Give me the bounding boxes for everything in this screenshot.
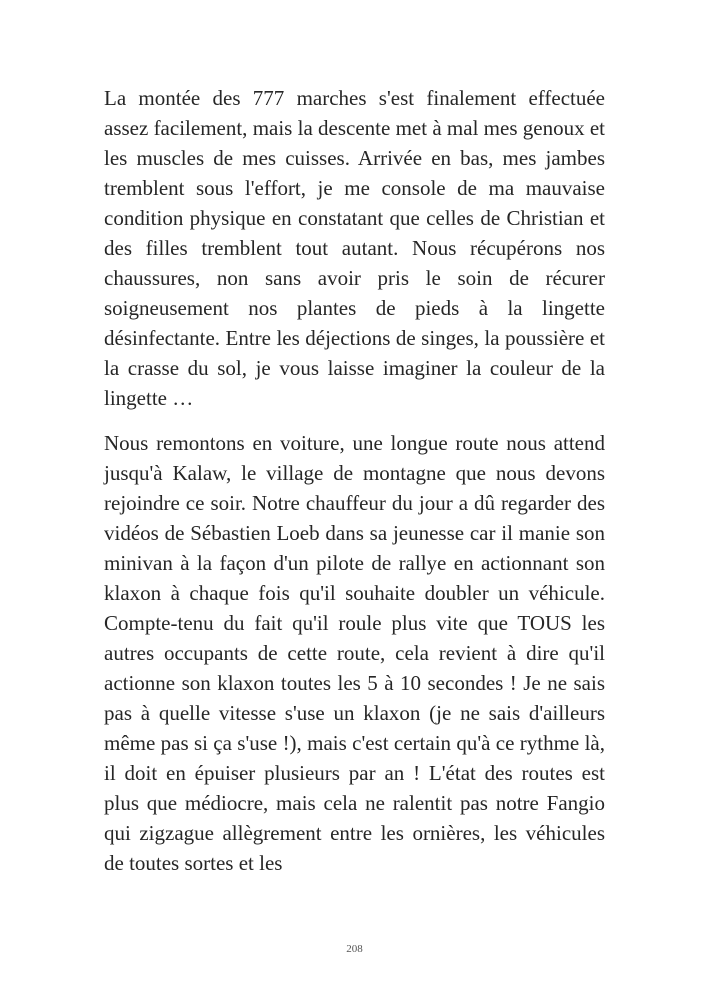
paragraph-1: La montée des 777 marches s'est finalement effectuée assez facilement, mais la descente met à mal mes genoux et les muscles de mes cuisses. Arrivée en bas, mes jambes tremblent sous l'effort, je me console de ma mauvaise condition physique en constatant que celles de Christian et des filles tremblent tout autant. Nous récupérons nos chaussures, non sans avoir pris le soin de récurer soigneusement nos plantes de pieds à la lingette désinfectante. Entre les déjections de singes, la poussière et la crasse du sol, je vous laisse imaginer la couleur de la lingette … [104,86,605,410]
body-text [104,83,605,878]
paragraph-2: Nous remontons en voiture, une longue route nous attend jusqu'à Kalaw, le village de montagne que nous devons rejoindre ce soir. Notre chauffeur du jour a dû regarder des vidéos de Sébastien Loeb dans sa jeunesse car il manie son minivan à la façon d'un pilote de rallye en actionnant son klaxon à chaque fois qu'il souhaite doubler un véhicule. Compte-tenu du fait qu'il roule plus vite que TOUS les autres occupants de cette route, cela revient à dire qu'il actionne son klaxon toutes les 5 à 10 secondes ! Je ne sais pas à quelle vitesse s'use un klaxon (je ne sais d'ailleurs même pas si ça s'use !), mais c'est certain qu'à ce rythme là, il doit en épuiser plusieurs par an ! L'état des routes est plus que médiocre, mais cela ne ralentit pas notre Fangio qui zigzague allègrement entre les ornières, les véhicules de toutes sortes et les [104,431,605,875]
page-number: 208 [346,943,363,955]
